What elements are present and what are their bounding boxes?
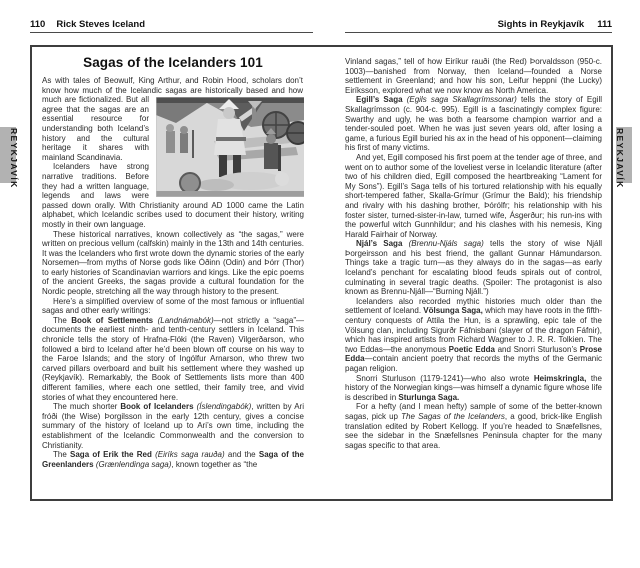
text-run: Njál’s Saga xyxy=(356,239,403,249)
text-run: Vinland sagas,” tell of how Eiríkur rauði (the Red) Þorvaldsson (950-c. 1003)—banished from Norway, then Iceland—founded a Norse settlement in Greenland; and how his son, Leifur heppni (the Lucky) Eiríksson, explored what we now know as North America. xyxy=(345,57,602,95)
text-run: and Snorri Sturluson’s xyxy=(494,344,580,354)
left-running-head xyxy=(30,19,145,30)
text-run: , written by Ari fróði (the Wise) Þorgilsson in the early 12th century, gives a concise summary of the history of Iceland up to Ari’s own time, including the establishment of the Icelandic Commonwealth and the conversion to Christianity. xyxy=(42,402,304,450)
paragraph xyxy=(42,450,304,469)
text-run: The xyxy=(53,450,71,460)
text-run: Saga of the Greenlanders xyxy=(42,450,304,469)
text-run: The Sagas of the Icelanders xyxy=(401,411,505,421)
viking-diorama-graphic xyxy=(156,97,304,197)
text-run: As with tales of Beowulf, King Arthur, and Robin Hood, scholars don’t know how much of the Icelandic sagas are historically based and how much are fictionalized. But all agree that the sagas are an essential resource for understanding both Iceland’s history and the cultural heritage it shares with mainland Scandinavia. xyxy=(42,76,303,162)
text-run: Icelanders have strong narrative traditions. Before they had a written language, legends and laws were passed down orally. With Christianity around AD 1000 came the Latin alphabet, which Icelandic scribes used to document their history, writing mostly in their own language. xyxy=(42,162,304,229)
text-run: and the xyxy=(224,450,259,460)
paragraph xyxy=(42,230,304,297)
paragraph xyxy=(345,374,602,403)
text-run: (Grænlendinga saga) xyxy=(95,459,172,469)
right-column-text xyxy=(345,57,602,493)
text-run: The much shorter xyxy=(53,402,121,412)
text-run: Egill’s Saga xyxy=(356,95,403,105)
text-run: (Landnámabók) xyxy=(157,315,214,325)
float-spacer xyxy=(303,76,304,97)
paragraph xyxy=(345,57,602,95)
text-run: Snorri Sturluson (1179-1241)—who also wrote xyxy=(356,373,534,383)
left-page-number: 110 xyxy=(30,19,46,30)
right-running-head xyxy=(498,19,612,30)
paragraph xyxy=(42,316,304,402)
text-run: The xyxy=(53,315,72,325)
paragraph xyxy=(345,153,602,239)
left-header-rule xyxy=(30,32,313,33)
text-run: (Eiríks saga rauða) xyxy=(155,450,225,460)
text-run: the history of the Norwegian kings—was himself a dynamic figure whose life is described in xyxy=(345,373,602,402)
text-run: —not strictly a “saga”—documents the earliest ninth- and tenth-century settlers in Iceland. This chronicle tells the story of Hrafna-Flóki (the Raven) Vilgerðarson, who followed a bird to Iceland after he’d been blown off course on his way to the Faroe Islands; and the story of Ingólfur Arnarson, who threw two carved pillars overboard and built his settlement where they washed up (Reykjavík). Remarkably, the Book of Settlements lists more than 400 different families, where each one settled, their family tree, and vivid stories of what they encountered here. xyxy=(42,315,304,402)
text-run: tells the story of Egill Skallagrímsson (c. 904-c. 995). Egill is a fascinatingly complex figure: Swarthy and ugly, he was both a fearsome champion warrior and a tender-souled poet. When he was just seven years old, after losing a game, a furious Egill buried his ax in the head of his opponent—claiming his first of many victims. xyxy=(345,95,602,153)
text-run: (Brennu-Njáls saga) xyxy=(408,239,484,249)
right-header-rule xyxy=(345,32,612,33)
text-run: Völsunga Saga, xyxy=(423,306,483,316)
text-run: These historical narratives, known collectively as “the sagas,” were written on precious vellum (calfskin) mainly in the 13th and 14th centuries. It was the Icelanders who first wrote down the dynamic stories of the early Norsemen—from myths of Norse gods like Óðinn (Odin) and Þórr (Thor) to early histories of Scandinavian warriors and kings. Like the epic poems of the ancient Greeks, the sagas provide a cultural foundation for the Nordic people, stretching all the way through history to the present. xyxy=(42,229,304,297)
paragraph xyxy=(42,297,304,316)
text-run: (Egils saga Skallagrímssonar) xyxy=(406,95,517,105)
text-run: Heimskringla, xyxy=(533,373,587,383)
paragraph xyxy=(42,402,304,450)
paragraph xyxy=(345,297,602,374)
text-run: which may have roots in the fifth-century conquests of Attila the Hun, is a sprawling, epic tale of the Völsung clan, including Sigurðr Fáfnisbani (slayer of the dragon Fáfnir), which has inspired artists from Richard Wagner to J. R. R. Tolkien. The two Eddas—the anonymous xyxy=(345,306,602,354)
text-run: tells the story of wise Njáll Þorgeirsson and his best friend, the gallant Gunnar Hámundarson. Things take a tragic turn—as they always do in the sagas—as early Iceland’s penchant for escalating blood feuds spirals out of control, culminating in several tragic deaths. (Spoiler: The protagonist is also known as Brennu-Njáll—“Burning Njáll.”) xyxy=(345,239,602,297)
saga-illustration xyxy=(156,97,304,197)
left-header-title: Rick Steves Iceland xyxy=(56,19,146,30)
text-run: (Íslendingabók) xyxy=(196,402,252,412)
text-run: For a hefty (and I mean hefty) sample of some of the better-known sagas, pick up xyxy=(345,402,602,421)
left-tab-label: REYKJAVÍK xyxy=(9,128,19,189)
paragraph xyxy=(345,402,602,450)
paragraph xyxy=(345,95,602,153)
left-column-text xyxy=(42,76,304,498)
text-run: Poetic Edda xyxy=(448,344,495,354)
text-run: Here’s a simplified overview of some of the most famous or influential sagas and other early writings: xyxy=(42,296,304,316)
sidebar-title: Sagas of the Icelanders 101 xyxy=(83,55,263,70)
text-run: Prose Edda xyxy=(345,344,602,364)
text-run: Book of Icelanders xyxy=(120,402,194,412)
paragraph xyxy=(345,239,602,297)
text-run: Book of Settlements xyxy=(71,315,154,325)
text-run: , a good, brick-like English translation edited by Robert Kellogg. If you’re headed to Snæfellsnes, see the sidebar in the Snæfellsnes Peninsula chapter for the many sagas specific to that area. xyxy=(345,411,602,450)
text-run: Sturlunga Saga. xyxy=(398,392,460,402)
text-run: Icelanders also recorded mythic histories much older than the settlement of Iceland. xyxy=(345,296,602,316)
right-page-number: 111 xyxy=(597,19,612,30)
text-run: And yet, Egill composed his first poem at the tender age of three, and went on to author some of the loveliest verse in Icelandic literature (after two of his children died, Egill composed the heartbreaking “Lament for My Sons”). Egill’s Saga tells of his tortured relationship with his equally short-tempered father, Skalla-Grímur (Grímur the Bald); his friendship and rivalry with his dashing brother, Þórólfr; his relationship with his foster sister, turned-sister-in-law, turned wife, Ásgerður; his run-ins with the powerful witch Gunnhildur; and his clashes with his nemesis, King Harald Fairhair of Norway. xyxy=(345,152,602,239)
text-run: , known together as “the xyxy=(171,459,258,469)
text-run: —contain ancient poetry that records the myths of the Germanic pagan religion. xyxy=(345,354,602,373)
right-tab-label: REYKJAVÍK xyxy=(615,128,625,189)
text-run: Saga of Erik the Red xyxy=(70,450,152,460)
right-header-title: Sights in Reykjavík xyxy=(497,19,585,30)
